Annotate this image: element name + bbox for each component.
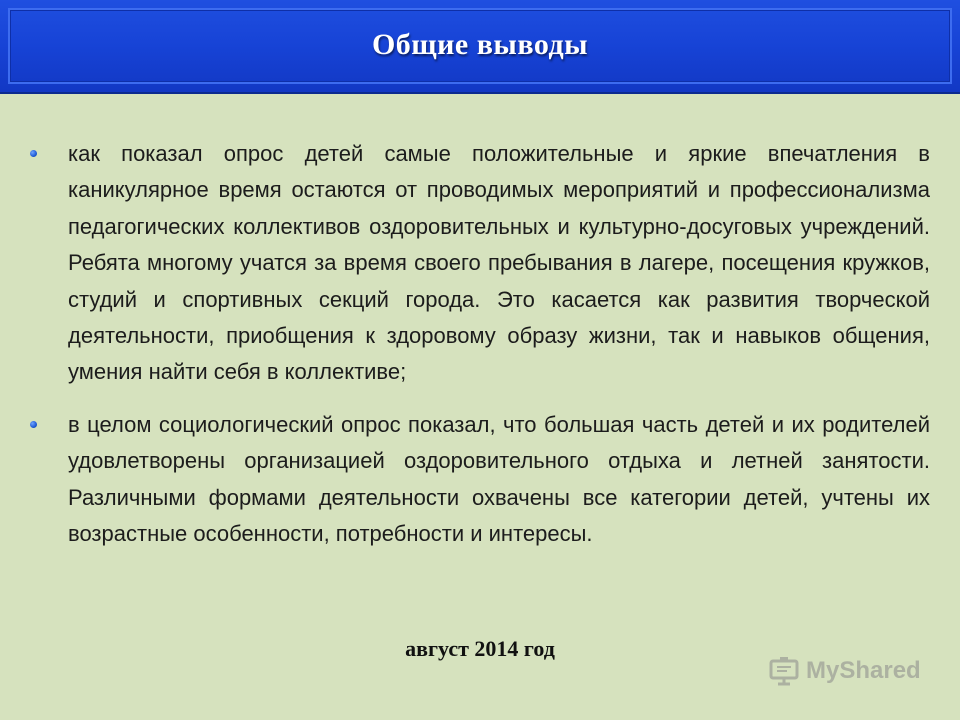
bullet-dot-icon xyxy=(30,421,37,428)
bullet-list xyxy=(30,136,930,568)
title-bar xyxy=(0,0,960,94)
watermark-text: MyShared xyxy=(806,657,921,684)
bullet-dot-icon xyxy=(30,150,37,157)
watermark xyxy=(768,656,921,686)
presentation-icon xyxy=(768,656,800,686)
date-footer: август 2014 год xyxy=(405,636,555,661)
bullet-text: в целом социологический опрос показал, что большая часть детей и их родителей удовлетворены организацией оздоровительного отдыха и летней занятости. Различными формами деятельности охвачены все категории детей, учтены их возрастные особенности, потребности и интересы. xyxy=(68,411,930,547)
bullet-text: как показал опрос детей самые положительные и яркие впечатления в каникулярное время остаются от проводимых мероприятий и профессионализма педагогических коллективов оздоровительных и культурно-досуговых учреждений. Ребята многому учатся за время своего пребывания в лагере, посещения кружков, студий и спортивных секций города. Это касается как развития творческой деятельности, приобщения к здоровому образу жизни, так и навыков общения, умения найти себя в коллективе; xyxy=(68,141,930,385)
slide-title: Общие выводы xyxy=(371,28,589,61)
bullet-item xyxy=(30,407,930,553)
bullet-item xyxy=(30,136,930,391)
